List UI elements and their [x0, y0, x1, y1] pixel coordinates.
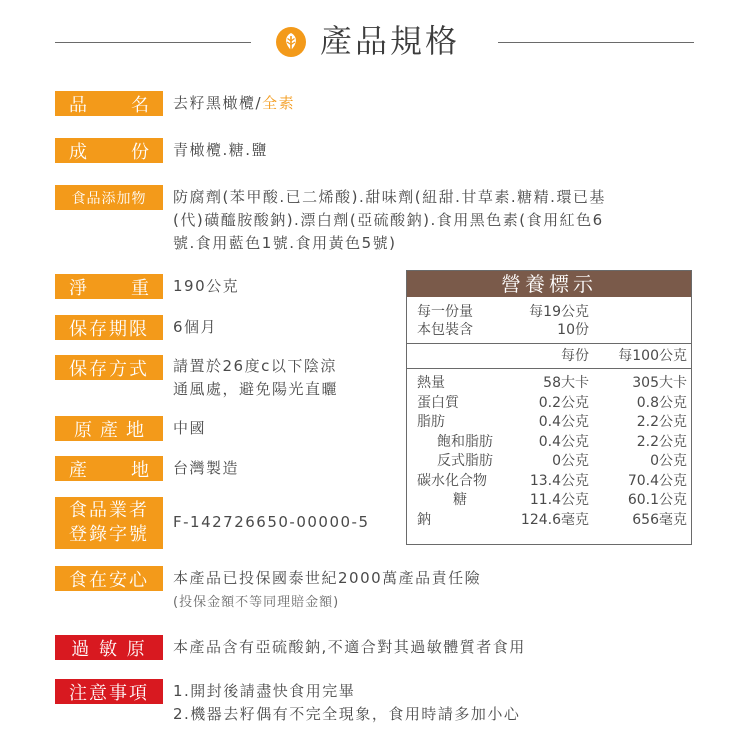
value-notes	[173, 680, 520, 726]
registration-label-line-1: 食品業者	[69, 500, 149, 521]
value-storage	[173, 355, 338, 401]
serving-label: 每一份量	[417, 304, 473, 320]
col-per-serving: 每份	[561, 348, 589, 364]
notes-line-2: 2.機器去籽偶有不完全現象，食用時請多加小心	[173, 705, 521, 723]
label-allergen: 過 敏 原	[55, 635, 163, 660]
nutrient-name: 反式脂肪	[437, 453, 493, 469]
value-ingredients: 青橄欖.糖.鹽	[173, 141, 269, 159]
nutrient-per-serving: 11.4公克	[529, 492, 589, 508]
col-per-100g: 每100公克	[618, 348, 687, 364]
label-ingredients: 成 份	[55, 138, 163, 163]
vegetarian-tag: 全素	[262, 94, 296, 112]
nutrition-divider-1	[407, 343, 691, 344]
nutrient-per-serving: 0.4公克	[538, 414, 589, 430]
nutrient-name: 蛋白質	[417, 394, 459, 411]
nutrient-name: 熱量	[417, 375, 445, 391]
storage-line-1: 請置於26度c以下陰涼	[173, 357, 337, 375]
label-shelf-life: 保存期限	[55, 315, 163, 340]
label-manufacture: 產 地	[55, 456, 163, 481]
nutrient-per-100g: 0.8公克	[636, 394, 687, 411]
nutrient-per-100g: 305大卡	[632, 375, 687, 391]
value-origin: 中國	[173, 419, 207, 437]
nutrient-per-100g: 60.1公克	[627, 492, 687, 508]
nutrient-name: 鈉	[417, 511, 431, 528]
nutrient-per-serving: 0.4公克	[538, 433, 589, 450]
leaf-circle-icon	[276, 27, 306, 57]
label-product-name: 品 名	[55, 91, 163, 116]
nutrition-divider-2	[407, 368, 691, 369]
nutrient-per-100g: 2.2公克	[636, 414, 687, 430]
nutrient-name: 脂肪	[417, 414, 445, 430]
value-insurance: 本產品已投保國泰世紀2000萬產品責任險	[173, 569, 482, 587]
nutrient-per-serving: 13.4公克	[529, 472, 589, 489]
value-shelf-life: 6個月	[173, 318, 218, 336]
value-registration: F-142726650-00000-5	[173, 513, 370, 531]
nutrition-title: 營養標示	[407, 271, 691, 297]
label-registration	[55, 497, 163, 549]
value-manufacture: 台灣製造	[173, 459, 240, 477]
label-storage: 保存方式	[55, 355, 163, 380]
notes-line-1: 1.開封後請盡快食用完畢	[173, 682, 356, 700]
label-net-weight: 淨 重	[55, 274, 163, 299]
registration-label-line-2: 登錄字號	[69, 524, 149, 545]
label-notes: 注意事項	[55, 679, 163, 704]
nutrient-name: 碳水化合物	[417, 472, 487, 489]
additives-line-2: (代)磺醯胺酸鈉).漂白劑(亞硫酸鈉).食用黑色素(食用紅色6	[173, 211, 604, 229]
value-allergen: 本產品含有亞硫酸鈉,不適合對其過敏體質者食用	[173, 638, 526, 656]
product-name-text: 去籽黑橄欖/	[173, 94, 263, 112]
nutrient-per-serving: 124.6毫克	[520, 511, 589, 528]
nutrient-name: 飽和脂肪	[437, 433, 493, 450]
nutrient-name: 糖	[453, 492, 467, 508]
value-product-name	[173, 92, 295, 115]
nutrient-per-serving: 0.2公克	[538, 394, 589, 411]
additives-line-3: 號.食用藍色1號.食用黃色5號)	[173, 234, 397, 252]
storage-line-2: 通風處，避免陽光直曬	[173, 380, 339, 398]
nutrient-per-100g: 656毫克	[632, 511, 687, 528]
nutrient-per-serving: 0公克	[552, 453, 589, 469]
serving-value: 每19公克	[529, 304, 589, 320]
nutrition-table	[406, 270, 692, 545]
label-origin: 原產地	[55, 416, 163, 441]
label-insurance: 食在安心	[55, 566, 163, 591]
page-title: 產品規格	[320, 22, 461, 60]
additives-line-1: 防腐劑(苯甲酸.已二烯酸).甜味劑(紐甜.甘草素.糖精.環已基	[173, 188, 606, 206]
value-net-weight: 190公克	[173, 277, 240, 295]
nutrient-per-100g: 0公克	[650, 453, 687, 469]
header-rule-left	[55, 42, 251, 43]
label-additives: 食品添加物	[55, 185, 163, 210]
insurance-note: (投保金額不等同理賠金額)	[173, 595, 340, 610]
package-value: 10份	[557, 322, 589, 338]
nutrient-per-serving: 58大卡	[543, 375, 589, 391]
nutrient-per-100g: 70.4公克	[627, 472, 687, 489]
value-additives	[173, 186, 606, 255]
nutrient-per-100g: 2.2公克	[636, 433, 687, 450]
header-rule-right	[498, 42, 694, 43]
package-label: 本包裝含	[417, 322, 473, 338]
